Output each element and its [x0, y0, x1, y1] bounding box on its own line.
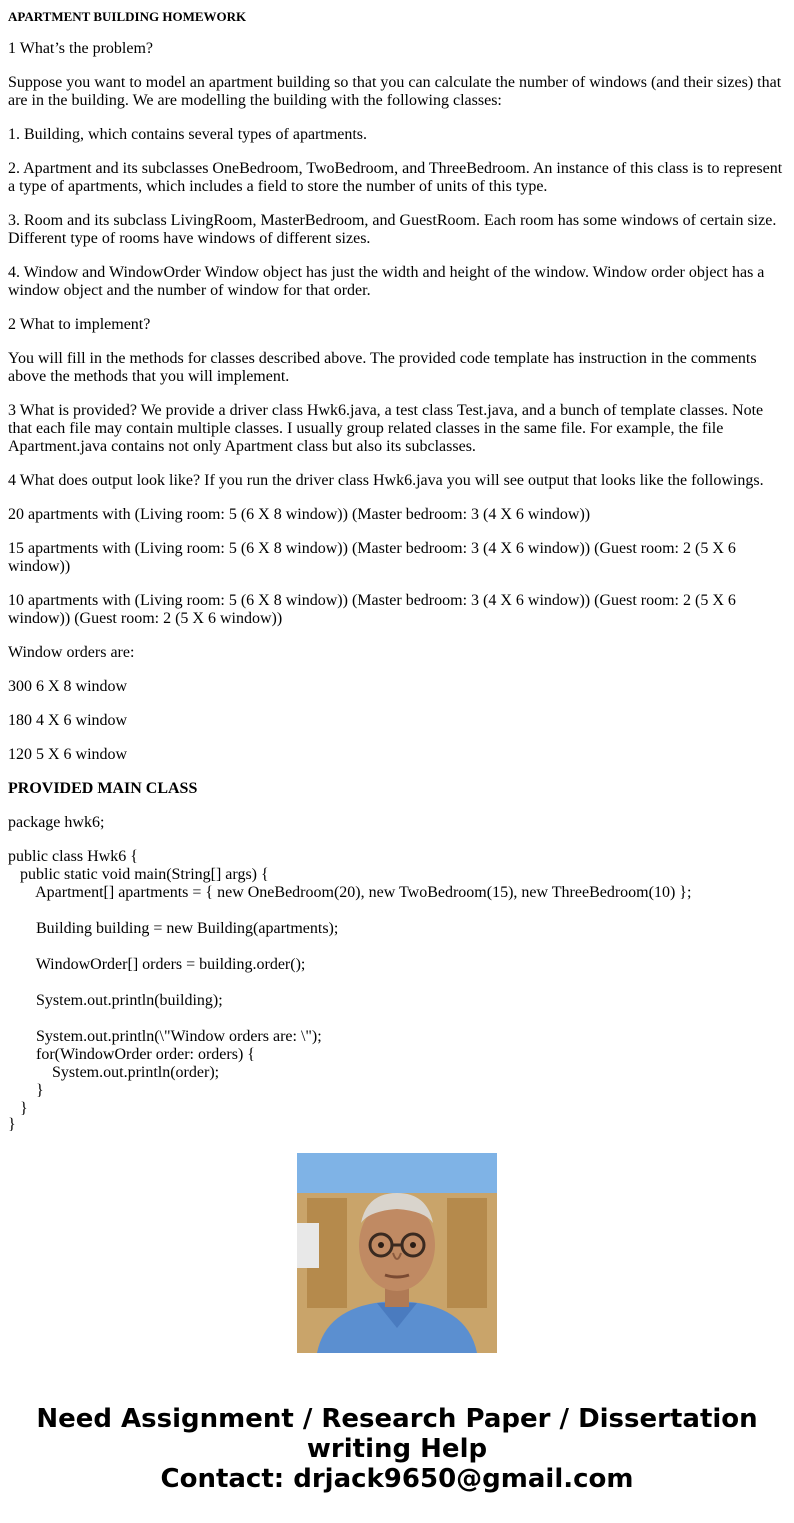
list-item-room: 3. Room and its subclass LivingRoom, MasterBedroom, and GuestRoom. Each room has some windows of certain size. Different type of rooms have windows of different sizes. — [8, 212, 777, 247]
code-line: } — [8, 1100, 28, 1117]
list-item-building: 1. Building, which contains several types of apartments. — [8, 126, 368, 143]
code-line: Apartment[] apartments = { new OneBedroom(20), new TwoBedroom(15), new ThreeBedroom(10) }; — [8, 884, 692, 901]
code-block — [8, 0, 786, 1133]
code-line: System.out.println(\"Window orders are: \"); — [8, 1028, 322, 1045]
code-line: } — [8, 1116, 16, 1133]
output-order-2: 180 4 X 6 window — [8, 712, 128, 729]
promo-line-1: Need Assignment / Research Paper / Dissertation — [36, 1404, 758, 1434]
output-orders-label: Window orders are: — [8, 644, 135, 661]
promo-contact[interactable]: Contact: drjack9650@gmail.com — [160, 1464, 634, 1494]
code-line: WindowOrder[] orders = building.order(); — [8, 956, 306, 973]
code-line: for(WindowOrder order: orders) { — [8, 1046, 255, 1063]
document-title: APARTMENT BUILDING HOMEWORK — [8, 9, 247, 24]
code-line: System.out.println(building); — [8, 992, 223, 1009]
output-line-2: 15 apartments with (Living room: 5 (6 X 8 window)) (Master bedroom: 3 (4 X 6 window)) (Guest room: 2 (5 X 6 window)) — [8, 540, 736, 575]
code-line: System.out.println(order); — [8, 1064, 220, 1081]
code-line: } — [8, 1082, 44, 1099]
code-line: public class Hwk6 { — [8, 848, 138, 865]
paragraph-provided: 3 What is provided? We provide a driver class Hwk6.java, a test class Test.java, and a bunch of template classes. Note that each file may contain multiple classes. I usually group related classes in the same file. For example, the file Apartment.java contains not only Apartment class but also its subclasses. — [8, 402, 764, 455]
output-line-1: 20 apartments with (Living room: 5 (6 X 8 window)) (Master bedroom: 3 (4 X 6 window)) — [8, 506, 591, 523]
paragraph-intro: Suppose you want to model an apartment building so that you can calculate the number of windows (and their sizes) that are in the building. We are modelling the building with the following classes: — [8, 74, 782, 109]
person-photo-icon — [297, 1153, 497, 1353]
output-line-3: 10 apartments with (Living room: 5 (6 X 8 window)) (Master bedroom: 3 (4 X 6 window)) (Guest room: 2 (5 X 6 window)) (Guest room: 2 (5 X 6 window)) — [8, 592, 736, 627]
heading-problem: 1 What’s the problem? — [8, 40, 153, 57]
heading-implement: 2 What to implement? — [8, 316, 151, 333]
output-order-1: 300 6 X 8 window — [8, 678, 128, 695]
code-line: package hwk6; — [8, 814, 105, 831]
promo-line-2: writing Help — [306, 1434, 488, 1464]
promo-banner — [0, 1404, 794, 1494]
avatar-illustration — [297, 1153, 497, 1353]
list-item-apartment: 2. Apartment and its subclasses OneBedroom, TwoBedroom, and ThreeBedroom. An instance of this class is to represent a type of apartments, which includes a field to store the number of units of this type. — [8, 160, 783, 195]
paragraph-output: 4 What does output look like? If you run the driver class Hwk6.java you will see output that looks like the followings. — [8, 472, 764, 489]
output-order-3: 120 5 X 6 window — [8, 746, 128, 763]
code-line: public static void main(String[] args) { — [8, 866, 269, 883]
section-heading: PROVIDED MAIN CLASS — [8, 780, 198, 797]
code-line: Building building = new Building(apartments); — [8, 920, 339, 937]
list-item-window: 4. Window and WindowOrder Window object has just the width and height of the window. Window order object has a window object and the number of window for that order. — [8, 264, 765, 299]
paragraph-implement: You will fill in the methods for classes described above. The provided code template has instruction in the comments above the methods that you will implement. — [8, 350, 757, 385]
